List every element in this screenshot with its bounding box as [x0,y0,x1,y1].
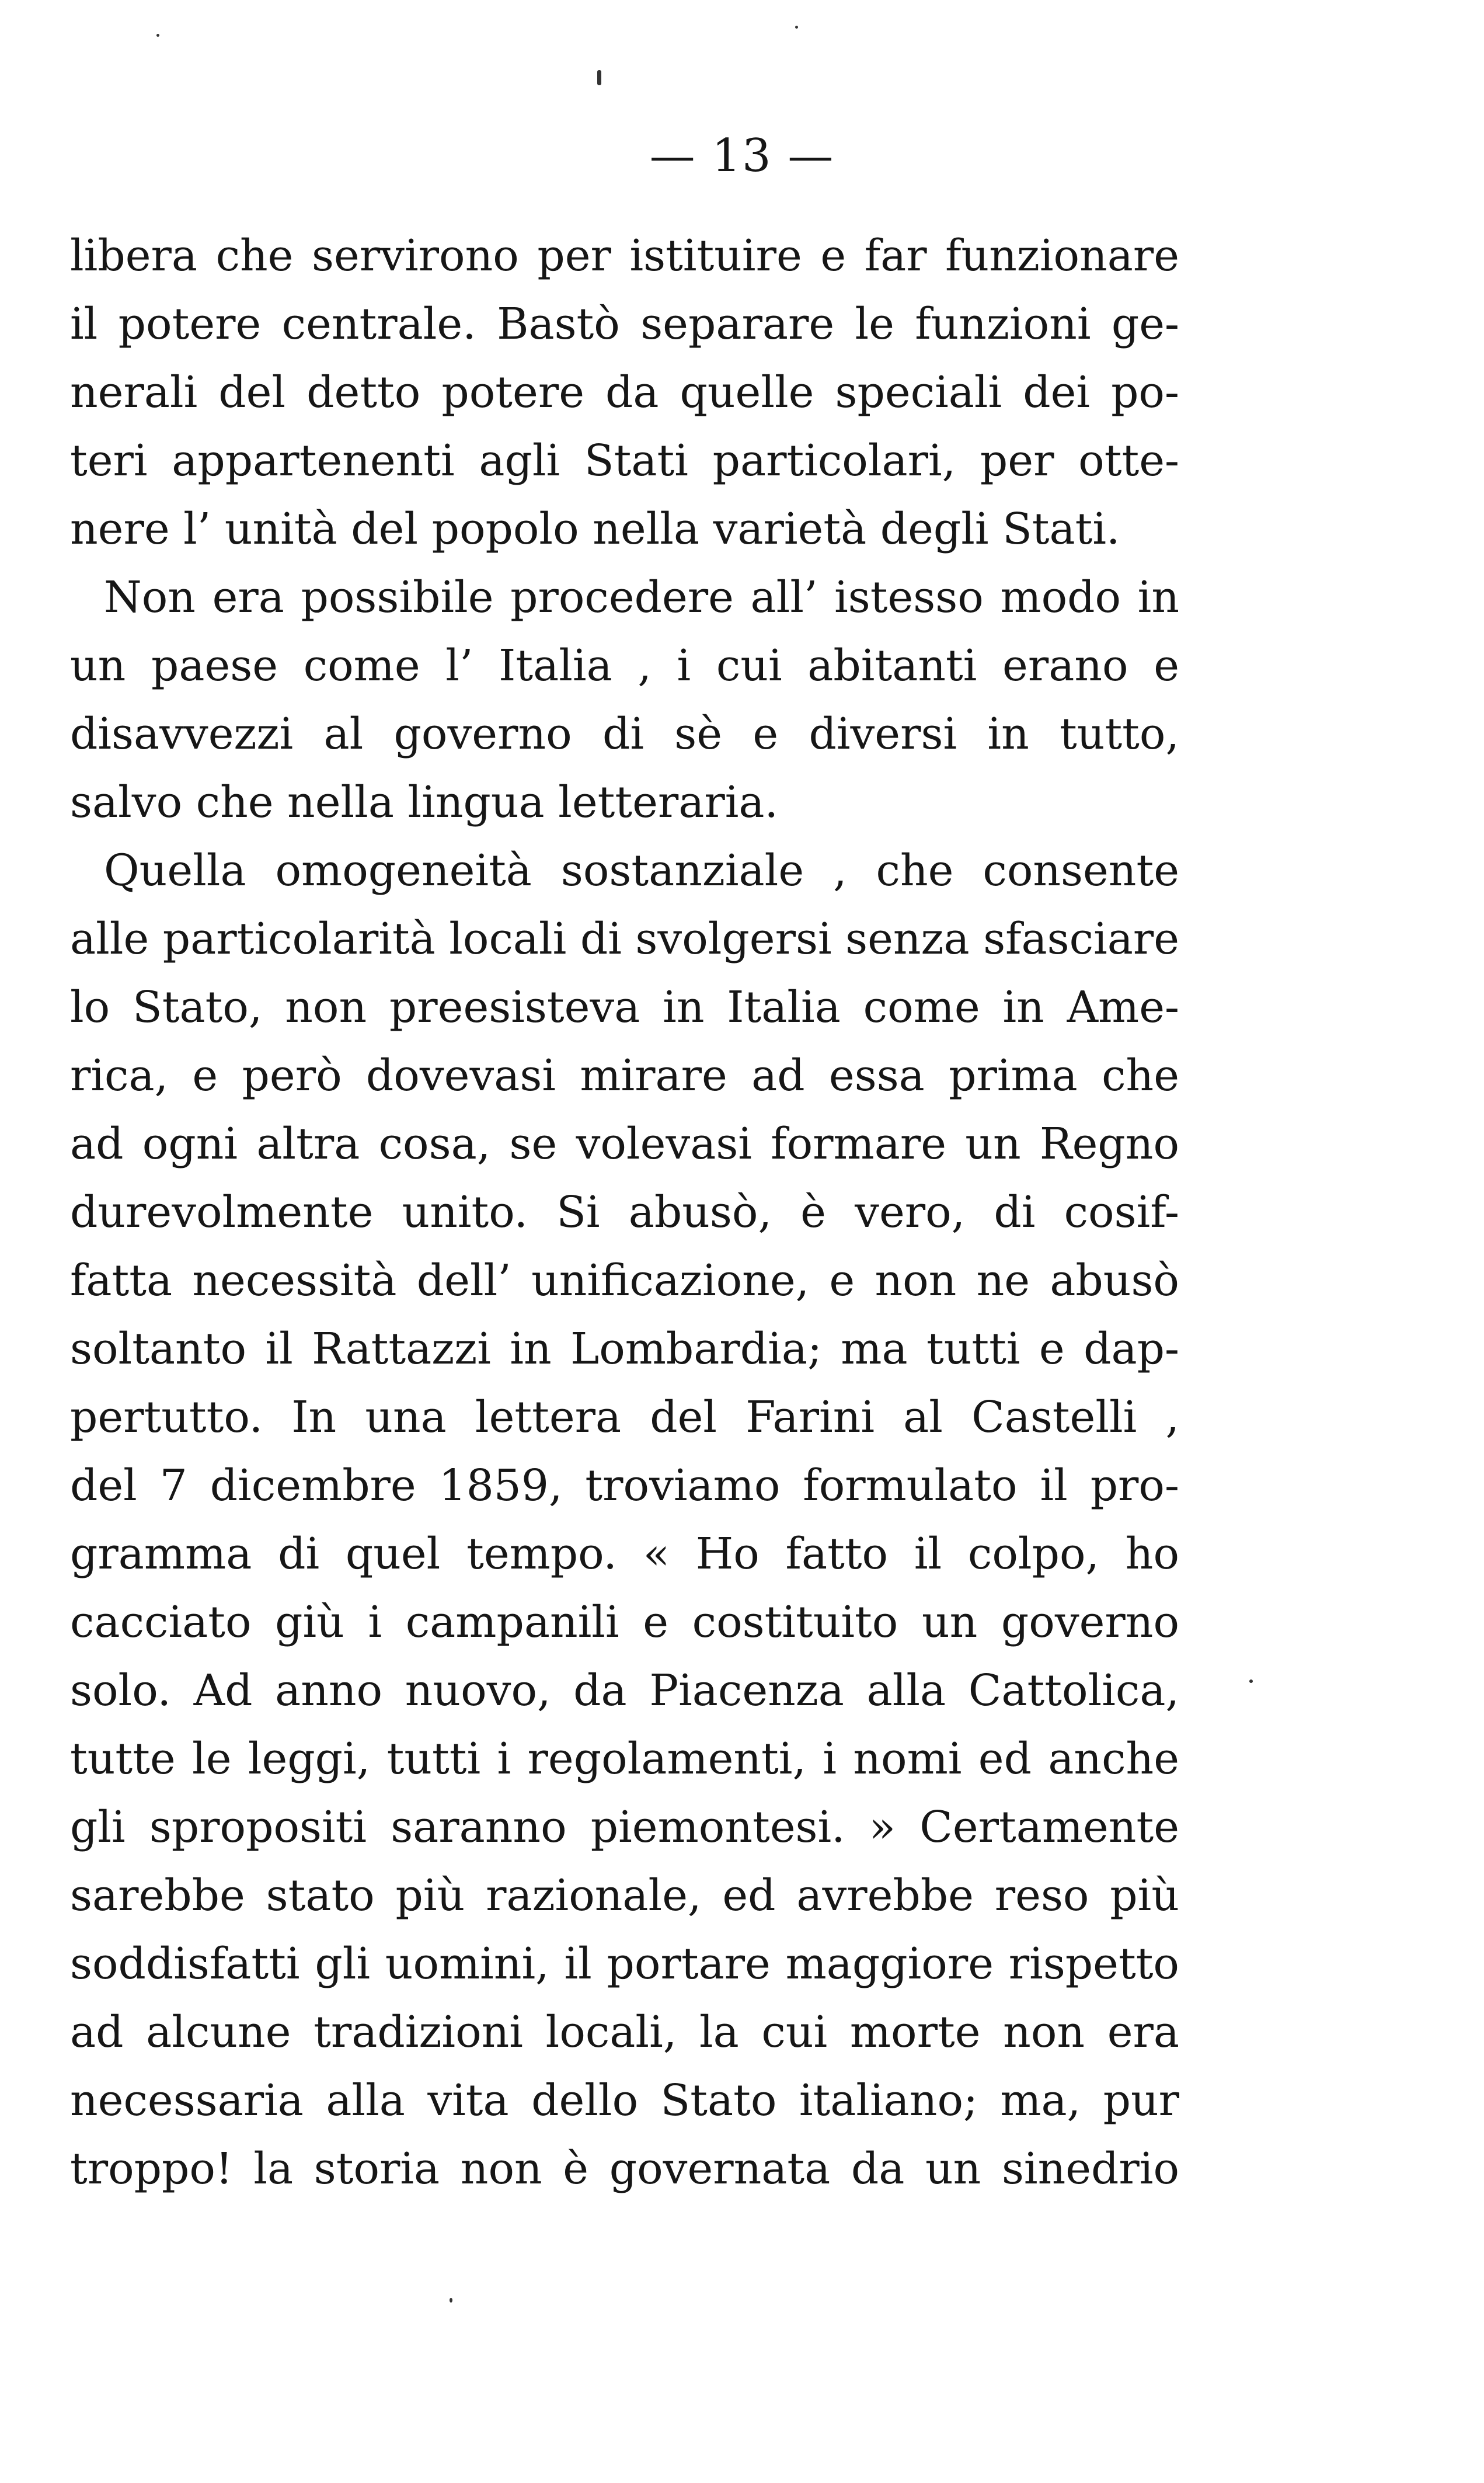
body-text [70,222,1179,2203]
text-line: cacciato giù i campanili e costituito un governo [70,1597,1179,1647]
text-line: solo. Ad anno nuovo, da Piacenza alla Cattolica, [70,1665,1179,1716]
text-line: ad alcune tradizioni locali, la cui morte non era [70,2007,1179,2057]
text-line: soddisfatti gli uomini, il portare maggiore rispetto [70,1939,1179,1989]
page-number: — 13 — [649,130,835,182]
text-line: Quella omogeneità sostanziale , che consente [104,846,1179,896]
ink-speck [795,26,798,29]
ink-speck [156,34,159,37]
text-line: ad ogni altra cosa, se volevasi formare un Regno [70,1119,1179,1169]
text-line: lo Stato, non preesisteva in Italia come in Ame- [70,982,1179,1032]
text-line: sarebbe stato più razionale, ed avrebbe reso più [70,1870,1179,1921]
text-line: disavvezzi al governo di sè e diversi in tutto, [70,709,1179,759]
paragraph [70,222,1179,564]
text-line: salvo che nella lingua letteraria. [70,777,779,827]
text-line: troppo! la storia non è governata da un sinedrio [70,2144,1179,2194]
text-line: alle particolarità locali di svolgersi senza sfasciare [70,914,1180,964]
text-line: un paese come l’ Italia , i cui abitanti erano e [70,641,1179,691]
text-line: durevolmente unito. Si abusò, è vero, di cosif- [70,1187,1179,1237]
ink-speck [1249,1679,1253,1683]
text-line: rica, e però dovevasi mirare ad essa prima che [70,1051,1179,1101]
ink-speck [450,2298,452,2303]
ink-speck [597,70,601,85]
text-line: teri appartenenti agli Stati particolari, per otte- [70,436,1179,486]
text-line: gramma di quel tempo. « Ho fatto il colpo, ho [70,1529,1179,1579]
text-line: nerali del detto potere da quelle speciali dei po- [70,367,1179,418]
text-line: fatta necessità dell’ unificazione, e non ne abusò [70,1256,1179,1306]
text-line: libera che servirono per istituire e far funzionare [70,231,1179,281]
text-line: nere l’ unità del popolo nella varietà degli Stati. [70,504,1120,554]
text-line: gli spropositi saranno piemontesi. » Certamente [70,1802,1179,1852]
paragraph [70,837,1179,2203]
text-line: tutte le leggi, tutti i regolamenti, i nomi ed anche [70,1734,1179,1784]
text-line: del 7 dicembre 1859, troviamo formulato il pro- [70,1460,1179,1511]
text-line: necessaria alla vita dello Stato italiano; ma, pur [70,2075,1179,2126]
text-line: Non era possibile procedere all’ istesso modo in [104,572,1179,623]
paragraph [70,564,1179,837]
text-line: soltanto il Rattazzi in Lombardia; ma tutti e dap- [70,1324,1179,1374]
text-line: il potere centrale. Bastò separare le funzioni ge- [70,299,1179,349]
text-line: pertutto. In una lettera del Farini al Castelli , [70,1392,1179,1442]
